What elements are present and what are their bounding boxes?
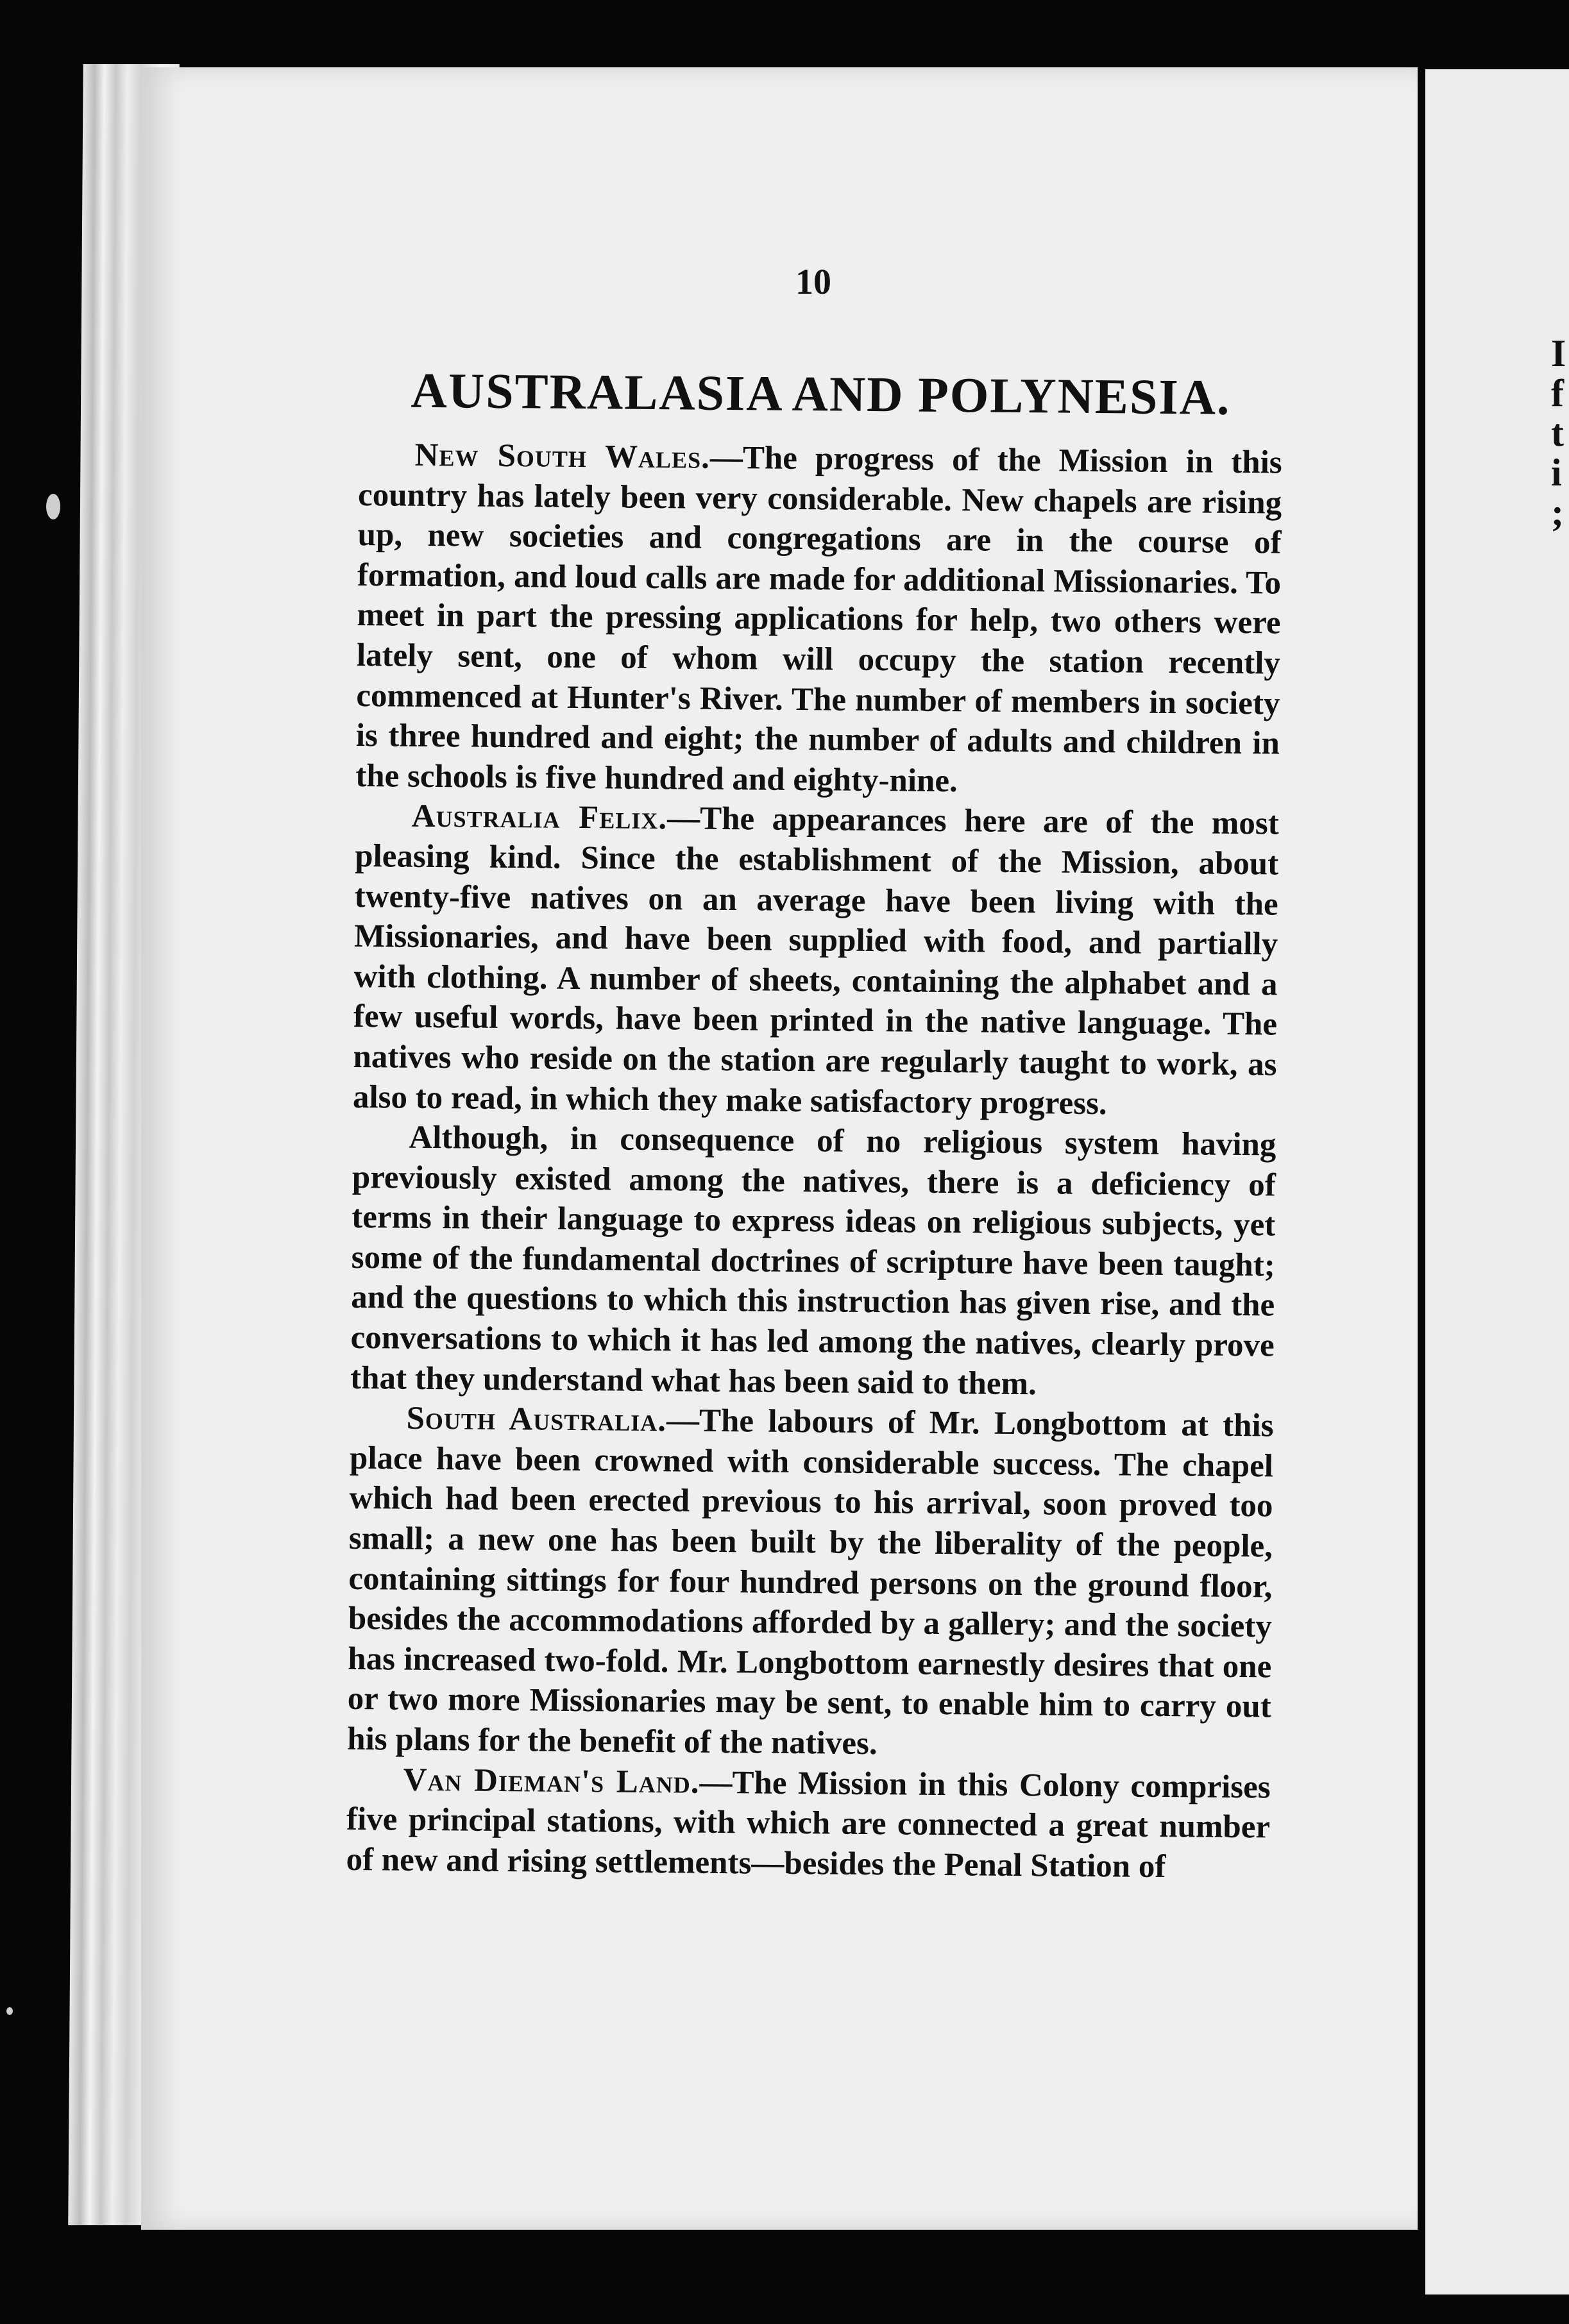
paragraph-text: —The labours of Mr. Longbottom at this place have been crowned with considerable success. The chapel which had been erected previous to his arrival, soon proved too small; a new one has been built by the liberality of the people, containing sittings for four hundred persons on the ground floor, besides the accommodations afforded by a gallery; and the society has increased two-fold. Mr. Longbottom earnestly desires that one or two more Missionaries may be sent, to enable him to carry out his plans for the benefit of the natives. [346,1402,1274,1762]
paragraph-text: —The progress of the Mission in this country has lately been very considerable. New chapels are rising up, new societies and congregations are in the course of formation, and loud calls are made for additional Missionaries. To meet in part the pressing applications for help, two others were lately sent, one of whom will occupy the station recently commenced at Hunter's River. The number of members in society is three hundred and eight; the number of adults and children in the schools is five hundred and eighty-nine. [355,439,1282,799]
page-number: 10 [795,262,831,302]
paragraph-text: —The appearances here are of the most pleasing kind. Since the establishment of the Mission, about twenty-five natives on an average have been living with the Missionaries, and have been supplied with food, and partially with clothing. A number of sheets, containing the alphabet and a few useful words, have been printed in the native language. The natives who reside on the station are regularly taught to work, as also to read, in which they make satisfactory progress. [352,800,1279,1122]
facing-page-text-fragments: I f t i ; [1551,332,1566,534]
paragraph-lead: Australia Felix. [411,798,668,837]
paragraph-lead: South Australia. [406,1400,667,1439]
facing-page-edge [1425,69,1569,2295]
dust-speck [46,494,60,519]
paragraph-lead: New South Wales. [414,437,711,476]
dust-speck [6,2007,13,2015]
paragraph-lead: Van Dieman's Land. [403,1762,700,1801]
paragraph-religious-instruction [350,1117,1276,1406]
paragraph-text: Although, in consequence of no religious system having previously existed among the natives, there is a deficiency of terms in their language to express ideas on religious subjects, yet some of the fundamental doctrines of scripture have been taught; and the questions to which this instruction has given rise, and the conversations to which it has led among the natives, clearly prove that they understand what has been said to them. [350,1119,1276,1402]
paragraph-van-diemans-land [346,1760,1271,1888]
paragraph-australia-felix [353,796,1279,1125]
paragraph-text: —The Mission in this Colony comprises five principal stations, with which are connected a great number of new and rising settlements—besides the Penal Station of [346,1764,1271,1885]
paragraph-south-australia [347,1398,1274,1767]
article-body [346,359,1283,1888]
paragraph-new-south-wales [355,435,1282,804]
section-heading: AUSTRALASIA AND POLYNESIA. [411,362,1231,425]
